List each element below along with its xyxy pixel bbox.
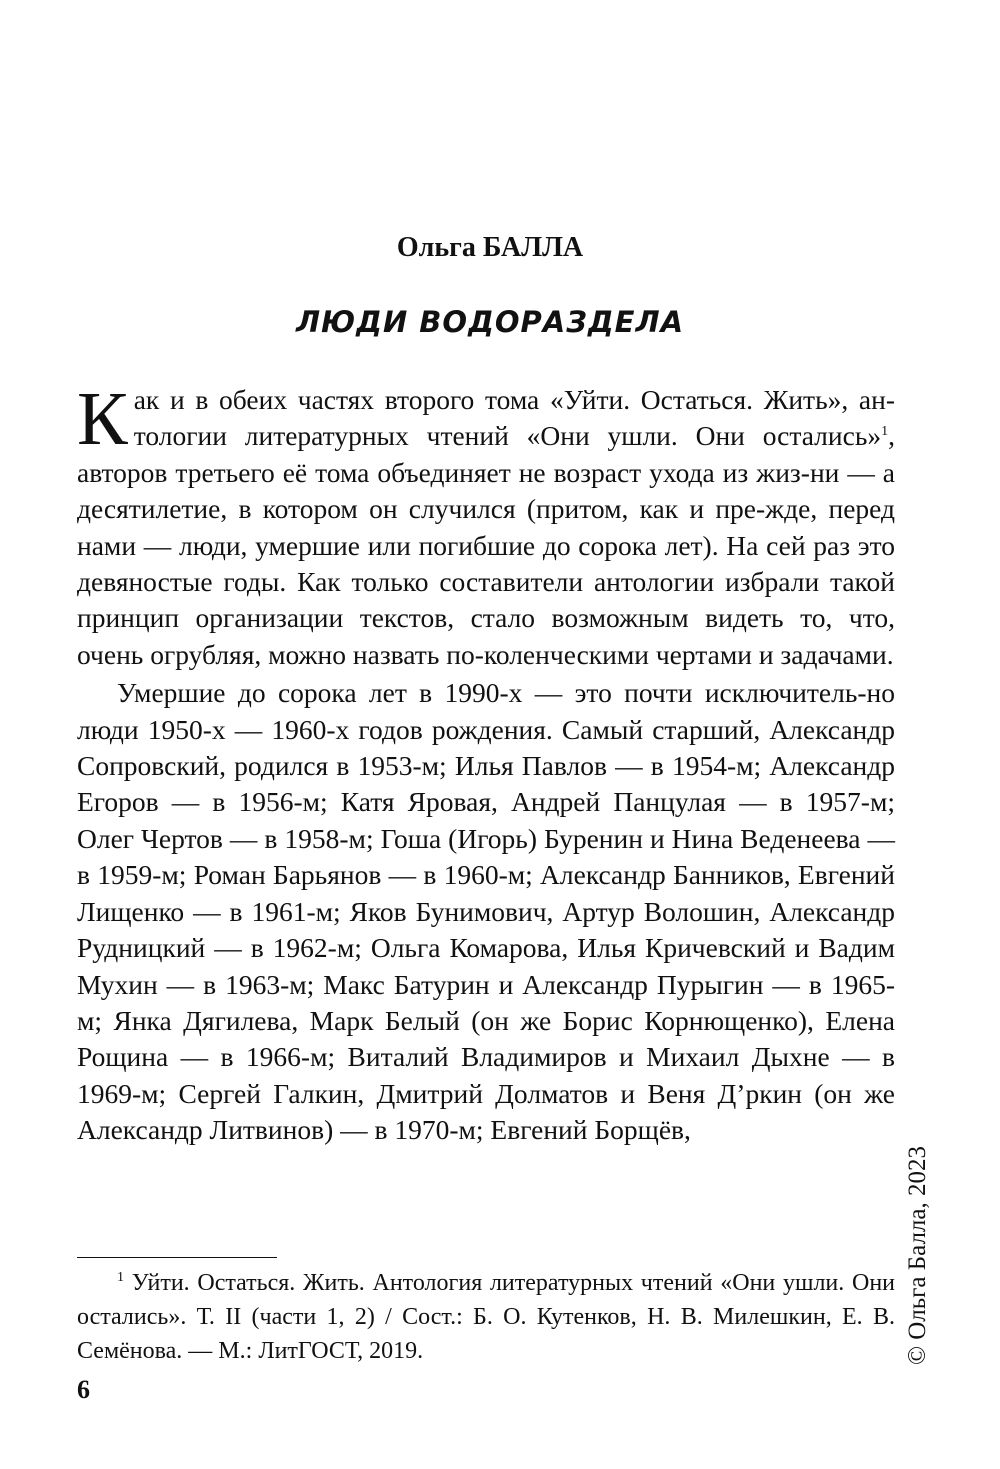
paragraph-1-text: ак и в обеих частях второго тома «Уйти. Остаться. Жить», ан-тологии литературных чтений «Они ушли. Они остались» [133,384,895,452]
author-name: Ольга БАЛЛА [396,232,584,263]
drop-cap: К [77,377,128,461]
copyright-notice: © Ольга Балла, 2023 [904,1146,931,1365]
paragraph-1 [77,377,895,673]
footnote-text: Уйти. Остаться. Жить. Антология литературных чтений «Они ушли. Они остались». Т. II (части 1, 2) / Сост.: Б. О. Кутенков, Н. В. Милешкин, Е. В. Семёнова. — М.: ЛитГОСТ, 2019. [77,1270,895,1364]
article-title: ЛЮДИ ВОДОРАЗДЕЛА [295,305,685,339]
paragraph-2: Умершие до сорока лет в 1990-х — это почти исключитель-но люди 1950-х — 1960-х годов рождения. Самый старший, Александр Сопровский, родился в 1953-м; Илья Павлов — в 1954-м; Александр Егоров — в 1956-м; Катя Яровая, Андрей Панцулая — в 1957-м; Олег Чертов — в 1958-м; Гоша (Игорь) Буренин и Нина Веденеева — в 1959-м; Роман Барьянов — в 1960-м; Александр Банников, Евгений Лищенко — в 1961-м; Яков Бунимович, Артур Волошин, Александр Рудницкий — в 1962-м; Ольга Комарова, Илья Кричевский и Вадим Мухин — в 1963-м; Макс Батурин и Александр Пурыгин — в 1965-м; Янка Дягилева, Марк Белый (он же Борис Корнющенко), Елена Рощина — в 1966-м; Виталий Владимиров и Михаил Дыхне — в 1969-м; Сергей Галкин, Дмитрий Долматов и Веня Д’ркин (он же Александр Литвинов) — в 1970-м; Евгений Борщёв, [77,677,895,1146]
page-number: 6 [77,1375,90,1404]
article-body [77,377,895,1149]
paragraph-1-text-continued: , авторов третьего её тома объединяет не возраст ухода из жиз-ни — а десятилетие, в котором он случился (притом, как и пре-жде, перед нами — люди, умершие или погибшие до сорока лет). На сей раз это девяностые годы. Как только составители антологии избрали такой принцип организации текстов, стало возможным видеть то, что, очень огрубляя, можно назвать по-коленческими чертами и задачами. [77,420,895,670]
footnote-divider [77,1257,277,1258]
footnote-marker: 1 [117,1270,124,1285]
footnote-reference: 1 [881,424,889,440]
footnote [77,1266,895,1368]
